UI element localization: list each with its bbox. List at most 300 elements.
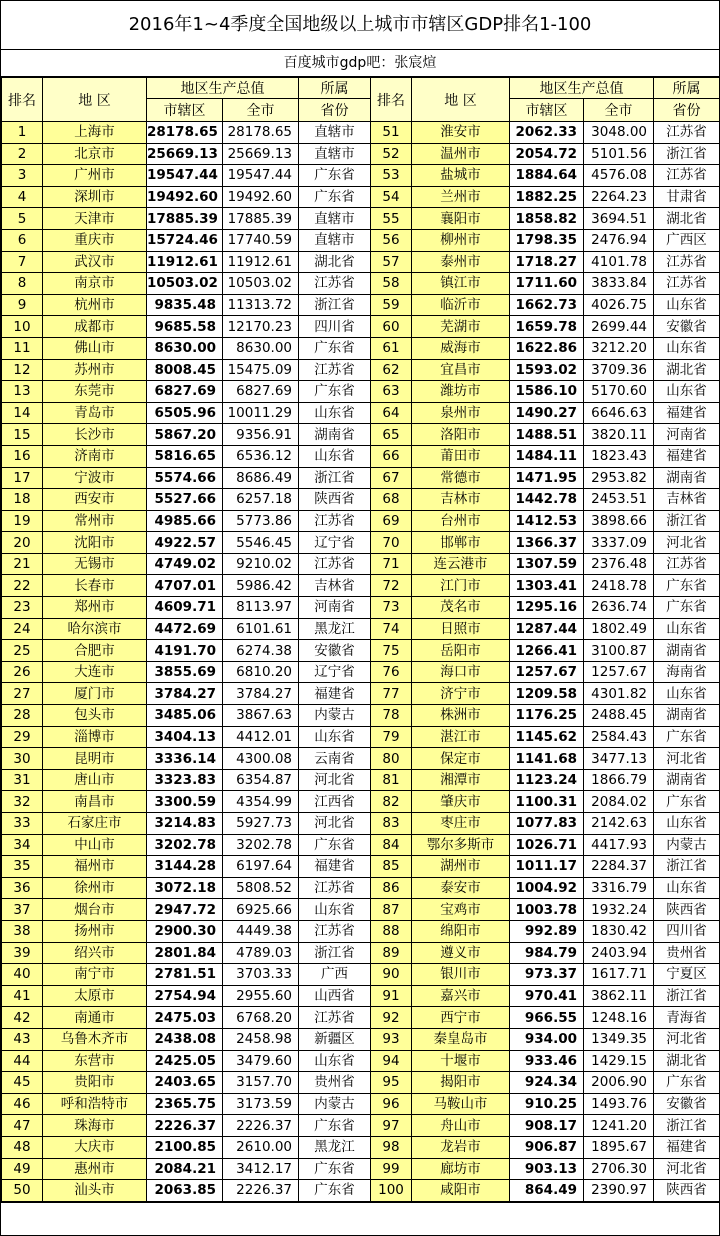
table-row bbox=[2, 553, 720, 575]
rank-cell: 54 bbox=[371, 186, 412, 208]
urban-gdp-cell: 2801.84 bbox=[147, 942, 223, 964]
total-gdp-cell: 1241.20 bbox=[584, 1115, 654, 1137]
total-gdp-cell: 6827.69 bbox=[223, 381, 299, 403]
table-row bbox=[2, 877, 720, 899]
province-cell: 江苏省 bbox=[299, 553, 371, 575]
province-cell: 广西区 bbox=[654, 229, 720, 251]
urban-gdp-cell: 28178.65 bbox=[147, 122, 223, 144]
city-cell: 淮安市 bbox=[412, 122, 510, 144]
province-cell: 河北省 bbox=[299, 813, 371, 835]
table-row bbox=[2, 1028, 720, 1050]
table-row bbox=[2, 1158, 720, 1180]
table-row bbox=[2, 942, 720, 964]
province-cell: 内蒙古 bbox=[654, 834, 720, 856]
total-gdp-cell: 9210.02 bbox=[223, 553, 299, 575]
city-cell: 合肥市 bbox=[43, 640, 147, 662]
city-cell: 宜昌市 bbox=[412, 359, 510, 381]
city-cell: 银川市 bbox=[412, 964, 510, 986]
total-gdp-cell: 11313.72 bbox=[223, 294, 299, 316]
province-cell: 江苏省 bbox=[299, 510, 371, 532]
urban-gdp-cell: 19492.60 bbox=[147, 186, 223, 208]
total-gdp-cell: 3709.36 bbox=[584, 359, 654, 381]
urban-gdp-cell: 25669.13 bbox=[147, 143, 223, 165]
rank-cell: 44 bbox=[2, 1050, 43, 1072]
rank-cell: 92 bbox=[371, 1007, 412, 1029]
urban-gdp-cell: 966.55 bbox=[510, 1007, 584, 1029]
city-cell: 莆田市 bbox=[412, 445, 510, 467]
province-cell: 河北省 bbox=[654, 532, 720, 554]
rank-cell: 76 bbox=[371, 661, 412, 683]
table-row bbox=[2, 1050, 720, 1072]
urban-gdp-cell: 3214.83 bbox=[147, 813, 223, 835]
header-region-right: 地 区 bbox=[412, 78, 510, 122]
province-cell: 山东省 bbox=[299, 1050, 371, 1072]
urban-gdp-cell: 3144.28 bbox=[147, 856, 223, 878]
city-cell: 南昌市 bbox=[43, 791, 147, 813]
urban-gdp-cell: 1858.82 bbox=[510, 208, 584, 230]
province-cell: 江苏省 bbox=[299, 359, 371, 381]
total-gdp-cell: 3100.87 bbox=[584, 640, 654, 662]
urban-gdp-cell: 3855.69 bbox=[147, 661, 223, 683]
urban-gdp-cell: 1026.71 bbox=[510, 834, 584, 856]
city-cell: 岳阳市 bbox=[412, 640, 510, 662]
rank-cell: 59 bbox=[371, 294, 412, 316]
province-cell: 江苏省 bbox=[654, 273, 720, 295]
rank-cell: 90 bbox=[371, 964, 412, 986]
urban-gdp-cell: 2100.85 bbox=[147, 1136, 223, 1158]
city-cell: 西宁市 bbox=[412, 1007, 510, 1029]
province-cell: 广东省 bbox=[299, 1180, 371, 1202]
rank-cell: 77 bbox=[371, 683, 412, 705]
province-cell: 江苏省 bbox=[299, 273, 371, 295]
table-row bbox=[2, 726, 720, 748]
city-cell: 长春市 bbox=[43, 575, 147, 597]
rank-cell: 82 bbox=[371, 791, 412, 813]
total-gdp-cell: 9356.91 bbox=[223, 424, 299, 446]
table-row bbox=[2, 618, 720, 640]
total-gdp-cell: 3316.79 bbox=[584, 877, 654, 899]
table-row bbox=[2, 1007, 720, 1029]
table-row bbox=[2, 445, 720, 467]
province-cell: 广东省 bbox=[654, 791, 720, 813]
province-cell: 浙江省 bbox=[299, 467, 371, 489]
gdp-ranking-table bbox=[1, 77, 720, 1202]
total-gdp-cell: 5101.56 bbox=[584, 143, 654, 165]
rank-cell: 9 bbox=[2, 294, 43, 316]
total-gdp-cell: 4449.38 bbox=[223, 920, 299, 942]
urban-gdp-cell: 1488.51 bbox=[510, 424, 584, 446]
urban-gdp-cell: 1711.60 bbox=[510, 273, 584, 295]
city-cell: 青岛市 bbox=[43, 402, 147, 424]
rank-cell: 48 bbox=[2, 1136, 43, 1158]
province-cell: 宁夏区 bbox=[654, 964, 720, 986]
rank-cell: 80 bbox=[371, 748, 412, 770]
total-gdp-cell: 1493.76 bbox=[584, 1093, 654, 1115]
province-cell: 山东省 bbox=[299, 899, 371, 921]
total-gdp-cell: 3337.09 bbox=[584, 532, 654, 554]
urban-gdp-cell: 1145.62 bbox=[510, 726, 584, 748]
table-row bbox=[2, 208, 720, 230]
province-cell: 湖南省 bbox=[654, 640, 720, 662]
table-row bbox=[2, 640, 720, 662]
rank-cell: 74 bbox=[371, 618, 412, 640]
province-cell: 安徽省 bbox=[654, 1093, 720, 1115]
rank-cell: 43 bbox=[2, 1028, 43, 1050]
rank-cell: 85 bbox=[371, 856, 412, 878]
rank-cell: 60 bbox=[371, 316, 412, 338]
city-cell: 肇庆市 bbox=[412, 791, 510, 813]
city-cell: 徐州市 bbox=[43, 877, 147, 899]
urban-gdp-cell: 3784.27 bbox=[147, 683, 223, 705]
rank-cell: 65 bbox=[371, 424, 412, 446]
province-cell: 广西 bbox=[299, 964, 371, 986]
rank-cell: 61 bbox=[371, 337, 412, 359]
rank-cell: 55 bbox=[371, 208, 412, 230]
city-cell: 宝鸡市 bbox=[412, 899, 510, 921]
urban-gdp-cell: 4985.66 bbox=[147, 510, 223, 532]
city-cell: 廊坊市 bbox=[412, 1158, 510, 1180]
urban-gdp-cell: 1287.44 bbox=[510, 618, 584, 640]
table-row bbox=[2, 489, 720, 511]
header-total-left: 全市 bbox=[223, 99, 299, 122]
province-cell: 河北省 bbox=[299, 769, 371, 791]
total-gdp-cell: 25669.13 bbox=[223, 143, 299, 165]
city-cell: 泰州市 bbox=[412, 251, 510, 273]
total-gdp-cell: 6925.66 bbox=[223, 899, 299, 921]
province-cell: 山东省 bbox=[654, 683, 720, 705]
province-cell: 湖南省 bbox=[654, 769, 720, 791]
rank-cell: 39 bbox=[2, 942, 43, 964]
table-row bbox=[2, 122, 720, 144]
province-cell: 广东省 bbox=[299, 1158, 371, 1180]
province-cell: 广东省 bbox=[654, 597, 720, 619]
city-cell: 哈尔滨市 bbox=[43, 618, 147, 640]
city-cell: 泰安市 bbox=[412, 877, 510, 899]
urban-gdp-cell: 906.87 bbox=[510, 1136, 584, 1158]
urban-gdp-cell: 908.17 bbox=[510, 1115, 584, 1137]
city-cell: 南京市 bbox=[43, 273, 147, 295]
table-row bbox=[2, 424, 720, 446]
province-cell: 直辖市 bbox=[299, 229, 371, 251]
province-cell: 广东省 bbox=[654, 726, 720, 748]
total-gdp-cell: 2636.74 bbox=[584, 597, 654, 619]
urban-gdp-cell: 1622.86 bbox=[510, 337, 584, 359]
total-gdp-cell: 1349.35 bbox=[584, 1028, 654, 1050]
province-cell: 安徽省 bbox=[299, 640, 371, 662]
rank-cell: 18 bbox=[2, 489, 43, 511]
city-cell: 海口市 bbox=[412, 661, 510, 683]
city-cell: 武汉市 bbox=[43, 251, 147, 273]
rank-cell: 24 bbox=[2, 618, 43, 640]
table-row bbox=[2, 186, 720, 208]
province-cell: 福建省 bbox=[299, 856, 371, 878]
city-cell: 盐城市 bbox=[412, 165, 510, 187]
table-row bbox=[2, 467, 720, 489]
urban-gdp-cell: 6827.69 bbox=[147, 381, 223, 403]
province-cell: 山东省 bbox=[299, 726, 371, 748]
city-cell: 济宁市 bbox=[412, 683, 510, 705]
urban-gdp-cell: 1593.02 bbox=[510, 359, 584, 381]
rank-cell: 37 bbox=[2, 899, 43, 921]
total-gdp-cell: 6354.87 bbox=[223, 769, 299, 791]
header-gdp-right: 地区生产总值 bbox=[510, 78, 654, 99]
table-row bbox=[2, 920, 720, 942]
urban-gdp-cell: 1798.35 bbox=[510, 229, 584, 251]
province-cell: 贵州省 bbox=[654, 942, 720, 964]
urban-gdp-cell: 1100.31 bbox=[510, 791, 584, 813]
city-cell: 济南市 bbox=[43, 445, 147, 467]
province-cell: 海南省 bbox=[654, 661, 720, 683]
total-gdp-cell: 3867.63 bbox=[223, 705, 299, 727]
table-body bbox=[2, 122, 720, 1202]
urban-gdp-cell: 903.13 bbox=[510, 1158, 584, 1180]
table-row bbox=[2, 1093, 720, 1115]
province-cell: 四川省 bbox=[654, 920, 720, 942]
urban-gdp-cell: 3072.18 bbox=[147, 877, 223, 899]
urban-gdp-cell: 1209.58 bbox=[510, 683, 584, 705]
total-gdp-cell: 1866.79 bbox=[584, 769, 654, 791]
city-cell: 南通市 bbox=[43, 1007, 147, 1029]
rank-cell: 51 bbox=[371, 122, 412, 144]
province-cell: 山东省 bbox=[654, 618, 720, 640]
total-gdp-cell: 17885.39 bbox=[223, 208, 299, 230]
urban-gdp-cell: 2425.05 bbox=[147, 1050, 223, 1072]
table-row bbox=[2, 985, 720, 1007]
province-cell: 陕西省 bbox=[654, 899, 720, 921]
rank-cell: 89 bbox=[371, 942, 412, 964]
urban-gdp-cell: 2438.08 bbox=[147, 1028, 223, 1050]
province-cell: 江西省 bbox=[299, 791, 371, 813]
city-cell: 深圳市 bbox=[43, 186, 147, 208]
total-gdp-cell: 1895.67 bbox=[584, 1136, 654, 1158]
total-gdp-cell: 3820.11 bbox=[584, 424, 654, 446]
urban-gdp-cell: 933.46 bbox=[510, 1050, 584, 1072]
city-cell: 郑州市 bbox=[43, 597, 147, 619]
province-cell: 新疆区 bbox=[299, 1028, 371, 1050]
total-gdp-cell: 4354.99 bbox=[223, 791, 299, 813]
urban-gdp-cell: 924.34 bbox=[510, 1072, 584, 1094]
city-cell: 上海市 bbox=[43, 122, 147, 144]
urban-gdp-cell: 1442.78 bbox=[510, 489, 584, 511]
total-gdp-cell: 8630.00 bbox=[223, 337, 299, 359]
rank-cell: 84 bbox=[371, 834, 412, 856]
urban-gdp-cell: 1123.24 bbox=[510, 769, 584, 791]
table-row bbox=[2, 532, 720, 554]
rank-cell: 50 bbox=[2, 1180, 43, 1202]
province-cell: 直辖市 bbox=[299, 208, 371, 230]
province-cell: 江苏省 bbox=[654, 553, 720, 575]
city-cell: 绍兴市 bbox=[43, 942, 147, 964]
total-gdp-cell: 2706.30 bbox=[584, 1158, 654, 1180]
province-cell: 吉林省 bbox=[299, 575, 371, 597]
city-cell: 马鞍山市 bbox=[412, 1093, 510, 1115]
total-gdp-cell: 3173.59 bbox=[223, 1093, 299, 1115]
urban-gdp-cell: 4922.57 bbox=[147, 532, 223, 554]
city-cell: 福州市 bbox=[43, 856, 147, 878]
city-cell: 镇江市 bbox=[412, 273, 510, 295]
rank-cell: 75 bbox=[371, 640, 412, 662]
city-cell: 珠海市 bbox=[43, 1115, 147, 1137]
table-footer-blank bbox=[1, 1202, 719, 1229]
total-gdp-cell: 2376.48 bbox=[584, 553, 654, 575]
rank-cell: 6 bbox=[2, 229, 43, 251]
table-row bbox=[2, 1136, 720, 1158]
table-row bbox=[2, 316, 720, 338]
total-gdp-cell: 6257.18 bbox=[223, 489, 299, 511]
rank-cell: 35 bbox=[2, 856, 43, 878]
city-cell: 石家庄市 bbox=[43, 813, 147, 835]
total-gdp-cell: 6101.61 bbox=[223, 618, 299, 640]
city-cell: 吉林市 bbox=[412, 489, 510, 511]
rank-cell: 93 bbox=[371, 1028, 412, 1050]
urban-gdp-cell: 1471.95 bbox=[510, 467, 584, 489]
table-row bbox=[2, 251, 720, 273]
rank-cell: 79 bbox=[371, 726, 412, 748]
table-row bbox=[2, 294, 720, 316]
province-cell: 贵州省 bbox=[299, 1072, 371, 1094]
rank-cell: 13 bbox=[2, 381, 43, 403]
rank-cell: 27 bbox=[2, 683, 43, 705]
urban-gdp-cell: 3323.83 bbox=[147, 769, 223, 791]
header-prov-bottom-right: 省份 bbox=[654, 99, 720, 122]
urban-gdp-cell: 992.89 bbox=[510, 920, 584, 942]
total-gdp-cell: 3048.00 bbox=[584, 122, 654, 144]
total-gdp-cell: 3703.33 bbox=[223, 964, 299, 986]
rank-cell: 42 bbox=[2, 1007, 43, 1029]
total-gdp-cell: 2284.37 bbox=[584, 856, 654, 878]
total-gdp-cell: 6536.12 bbox=[223, 445, 299, 467]
rank-cell: 40 bbox=[2, 964, 43, 986]
rank-cell: 98 bbox=[371, 1136, 412, 1158]
province-cell: 内蒙古 bbox=[299, 705, 371, 727]
province-cell: 福建省 bbox=[299, 683, 371, 705]
city-cell: 湘潭市 bbox=[412, 769, 510, 791]
city-cell: 烟台市 bbox=[43, 899, 147, 921]
header-urban-left: 市辖区 bbox=[147, 99, 223, 122]
city-cell: 泉州市 bbox=[412, 402, 510, 424]
urban-gdp-cell: 17885.39 bbox=[147, 208, 223, 230]
province-cell: 福建省 bbox=[654, 402, 720, 424]
city-cell: 西安市 bbox=[43, 489, 147, 511]
total-gdp-cell: 3898.66 bbox=[584, 510, 654, 532]
city-cell: 重庆市 bbox=[43, 229, 147, 251]
city-cell: 邯郸市 bbox=[412, 532, 510, 554]
rank-cell: 8 bbox=[2, 273, 43, 295]
rank-cell: 69 bbox=[371, 510, 412, 532]
province-cell: 广东省 bbox=[299, 165, 371, 187]
rank-cell: 62 bbox=[371, 359, 412, 381]
rank-cell: 23 bbox=[2, 597, 43, 619]
city-cell: 扬州市 bbox=[43, 920, 147, 942]
city-cell: 昆明市 bbox=[43, 748, 147, 770]
total-gdp-cell: 28178.65 bbox=[223, 122, 299, 144]
total-gdp-cell: 10503.02 bbox=[223, 273, 299, 295]
total-gdp-cell: 19547.44 bbox=[223, 165, 299, 187]
urban-gdp-cell: 1077.83 bbox=[510, 813, 584, 835]
urban-gdp-cell: 2403.65 bbox=[147, 1072, 223, 1094]
urban-gdp-cell: 1141.68 bbox=[510, 748, 584, 770]
total-gdp-cell: 2458.98 bbox=[223, 1028, 299, 1050]
rank-cell: 72 bbox=[371, 575, 412, 597]
urban-gdp-cell: 3336.14 bbox=[147, 748, 223, 770]
rank-cell: 17 bbox=[2, 467, 43, 489]
total-gdp-cell: 2403.94 bbox=[584, 942, 654, 964]
table-row bbox=[2, 337, 720, 359]
total-gdp-cell: 1248.16 bbox=[584, 1007, 654, 1029]
rank-cell: 34 bbox=[2, 834, 43, 856]
table-row bbox=[2, 143, 720, 165]
urban-gdp-cell: 1490.27 bbox=[510, 402, 584, 424]
total-gdp-cell: 2084.02 bbox=[584, 791, 654, 813]
header-urban-right: 市辖区 bbox=[510, 99, 584, 122]
total-gdp-cell: 3157.70 bbox=[223, 1072, 299, 1094]
province-cell: 河南省 bbox=[654, 424, 720, 446]
rank-cell: 30 bbox=[2, 748, 43, 770]
city-cell: 北京市 bbox=[43, 143, 147, 165]
province-cell: 直辖市 bbox=[299, 143, 371, 165]
rank-cell: 5 bbox=[2, 208, 43, 230]
city-cell: 厦门市 bbox=[43, 683, 147, 705]
urban-gdp-cell: 2947.72 bbox=[147, 899, 223, 921]
rank-cell: 100 bbox=[371, 1180, 412, 1202]
urban-gdp-cell: 10503.02 bbox=[147, 273, 223, 295]
rank-cell: 88 bbox=[371, 920, 412, 942]
province-cell: 浙江省 bbox=[654, 1115, 720, 1137]
rank-cell: 63 bbox=[371, 381, 412, 403]
rank-cell: 38 bbox=[2, 920, 43, 942]
table-row bbox=[2, 791, 720, 813]
province-cell: 广东省 bbox=[299, 381, 371, 403]
city-cell: 中山市 bbox=[43, 834, 147, 856]
rank-cell: 94 bbox=[371, 1050, 412, 1072]
city-cell: 无锡市 bbox=[43, 553, 147, 575]
total-gdp-cell: 3202.78 bbox=[223, 834, 299, 856]
rank-cell: 1 bbox=[2, 122, 43, 144]
rank-cell: 49 bbox=[2, 1158, 43, 1180]
province-cell: 福建省 bbox=[654, 445, 720, 467]
rank-cell: 31 bbox=[2, 769, 43, 791]
city-cell: 襄阳市 bbox=[412, 208, 510, 230]
table-row bbox=[2, 705, 720, 727]
city-cell: 揭阳市 bbox=[412, 1072, 510, 1094]
rank-cell: 73 bbox=[371, 597, 412, 619]
urban-gdp-cell: 3485.06 bbox=[147, 705, 223, 727]
total-gdp-cell: 5546.45 bbox=[223, 532, 299, 554]
urban-gdp-cell: 6505.96 bbox=[147, 402, 223, 424]
rank-cell: 83 bbox=[371, 813, 412, 835]
province-cell: 山东省 bbox=[654, 337, 720, 359]
total-gdp-cell: 17740.59 bbox=[223, 229, 299, 251]
table-row bbox=[2, 359, 720, 381]
urban-gdp-cell: 4191.70 bbox=[147, 640, 223, 662]
total-gdp-cell: 1257.67 bbox=[584, 661, 654, 683]
province-cell: 湖南省 bbox=[654, 467, 720, 489]
rank-cell: 91 bbox=[371, 985, 412, 1007]
table-row bbox=[2, 748, 720, 770]
city-cell: 绵阳市 bbox=[412, 920, 510, 942]
table-row bbox=[2, 964, 720, 986]
table-row bbox=[2, 510, 720, 532]
province-cell: 浙江省 bbox=[654, 856, 720, 878]
urban-gdp-cell: 1266.41 bbox=[510, 640, 584, 662]
total-gdp-cell: 3477.13 bbox=[584, 748, 654, 770]
total-gdp-cell: 2699.44 bbox=[584, 316, 654, 338]
total-gdp-cell: 4026.75 bbox=[584, 294, 654, 316]
total-gdp-cell: 3412.17 bbox=[223, 1158, 299, 1180]
urban-gdp-cell: 970.41 bbox=[510, 985, 584, 1007]
rank-cell: 28 bbox=[2, 705, 43, 727]
province-cell: 浙江省 bbox=[654, 985, 720, 1007]
